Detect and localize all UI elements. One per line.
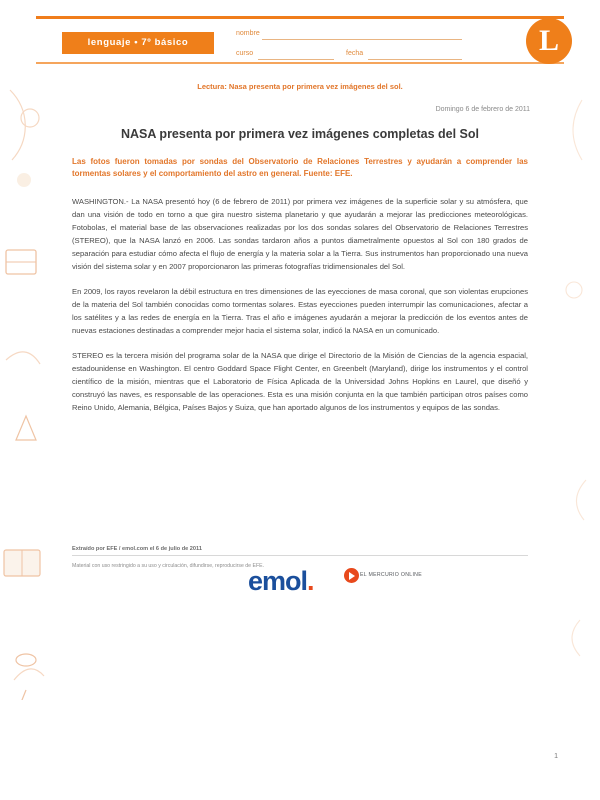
- emol-logo-text: emol: [248, 566, 308, 596]
- field-line-date: [368, 59, 462, 60]
- article-paragraph-2: En 2009, los rayos revelaron la débil estructura en tres dimensiones de las eyecciones de masa coronal, que son violentas erupciones de la materia del Sol también conocidas como tormentas solares. Estas eyecciones pueden interrumpir las comunicaciones, afectar a los satélites y a las redes de energía en la Tierra. Tras el año e imágenes ayudarán a mejorar la predicción de los eventos antes de nuevas estaciones destinadas a comprender mejor hacia el sistema solar, indicó la NASA en un comunicado.: [72, 286, 528, 336]
- reading-label: Lectura: Nasa presenta por primera vez imágenes del sol.: [197, 82, 403, 91]
- footer-divider: [72, 555, 528, 556]
- article-paragraph-1: WASHINGTON.- La NASA presentó hoy (6 de febrero de 2011) por primera vez imágenes de la superficie solar y su atmósfera, que dan una visión de todo en torno a que gira nuestro sistema planetario y que ayudarán a mejorar las predicciones meteorológicas. Fotobolas, el material base de las observaciones realizadas por los dos sondas solares del Observatorio de Relaciones Terrestres (STEREO), que la NASA lanzó en 2006. Las sondas tardaron años a puntos diametralmente opuestos al Sol con 180 grados de separación para estudiar cómo afecta el flujo de energía y la materia solar a la Tierra. Sus instrumentos han proporcionado una nueva visión del sistema solar y en 2007 proporcionaron las primeras fotografías tridimensionales del Sol.: [72, 196, 528, 271]
- decorative-illustrations-right: [552, 60, 600, 700]
- article-lead: Las fotos fueron tomadas por sondas del Observatorio de Relaciones Terrestres y ayudarán a comprender las tormentas solares y el comportamiento del astro en general. Fuente: EFE.: [72, 156, 528, 179]
- field-label-date: fecha: [346, 50, 364, 57]
- rights-note: Material con uso restringido a su uso y circulación, difundirse, reproducirse de EFE.: [72, 563, 265, 569]
- decorative-illustrations-left: [0, 60, 58, 700]
- article-date: Domingo 6 de febrero de 2011: [435, 106, 530, 113]
- emol-tagline: EL MERCURIO ONLINE: [360, 572, 422, 578]
- field-line-name: [262, 39, 462, 40]
- header-rule-bottom: [36, 62, 564, 64]
- brand-logo-icon: L: [526, 18, 572, 64]
- play-icon: [344, 568, 359, 583]
- header-rule-top: [36, 16, 564, 19]
- field-label-name: nombre: [236, 30, 260, 37]
- article-body: [72, 126, 528, 426]
- emol-logo: [248, 566, 314, 597]
- article-paragraph-3: STEREO es la tercera misión del programa solar de la NASA que dirige el Directorio de la Misión de Ciencias de la agencia espacial, estadounidense en Washington. El centro Goddard Space Flight Center, en Greenbelt (Maryland), dirige los instrumentos y el control científico de la misión, mientras que el Laboratorio de Física Aplicada de la Universidad Johns Hopkins en Laurel, que diseñó y construyó las naves, es responsable de las operaciones. Esta es una misión conjunta en la que también participan otros países como Reino Unido, Alemania, Bélgica, Países Bajos y Suiza, que han aportado algunos de los instrumentos y equipos de las sondas.: [72, 351, 528, 413]
- subject-tag: lenguaje • 7º básico: [62, 32, 214, 54]
- page-title: NASA presenta por primera vez imágenes completas del Sol: [121, 127, 479, 141]
- field-line-course: [258, 59, 334, 60]
- field-label-course: curso: [236, 50, 254, 57]
- page-header: [0, 10, 600, 72]
- source-line: Extraído por EFE / emol.com el 6 de julio de 2011: [72, 546, 202, 552]
- page-number: 1: [554, 753, 558, 760]
- emol-logo-dot: .: [307, 566, 314, 596]
